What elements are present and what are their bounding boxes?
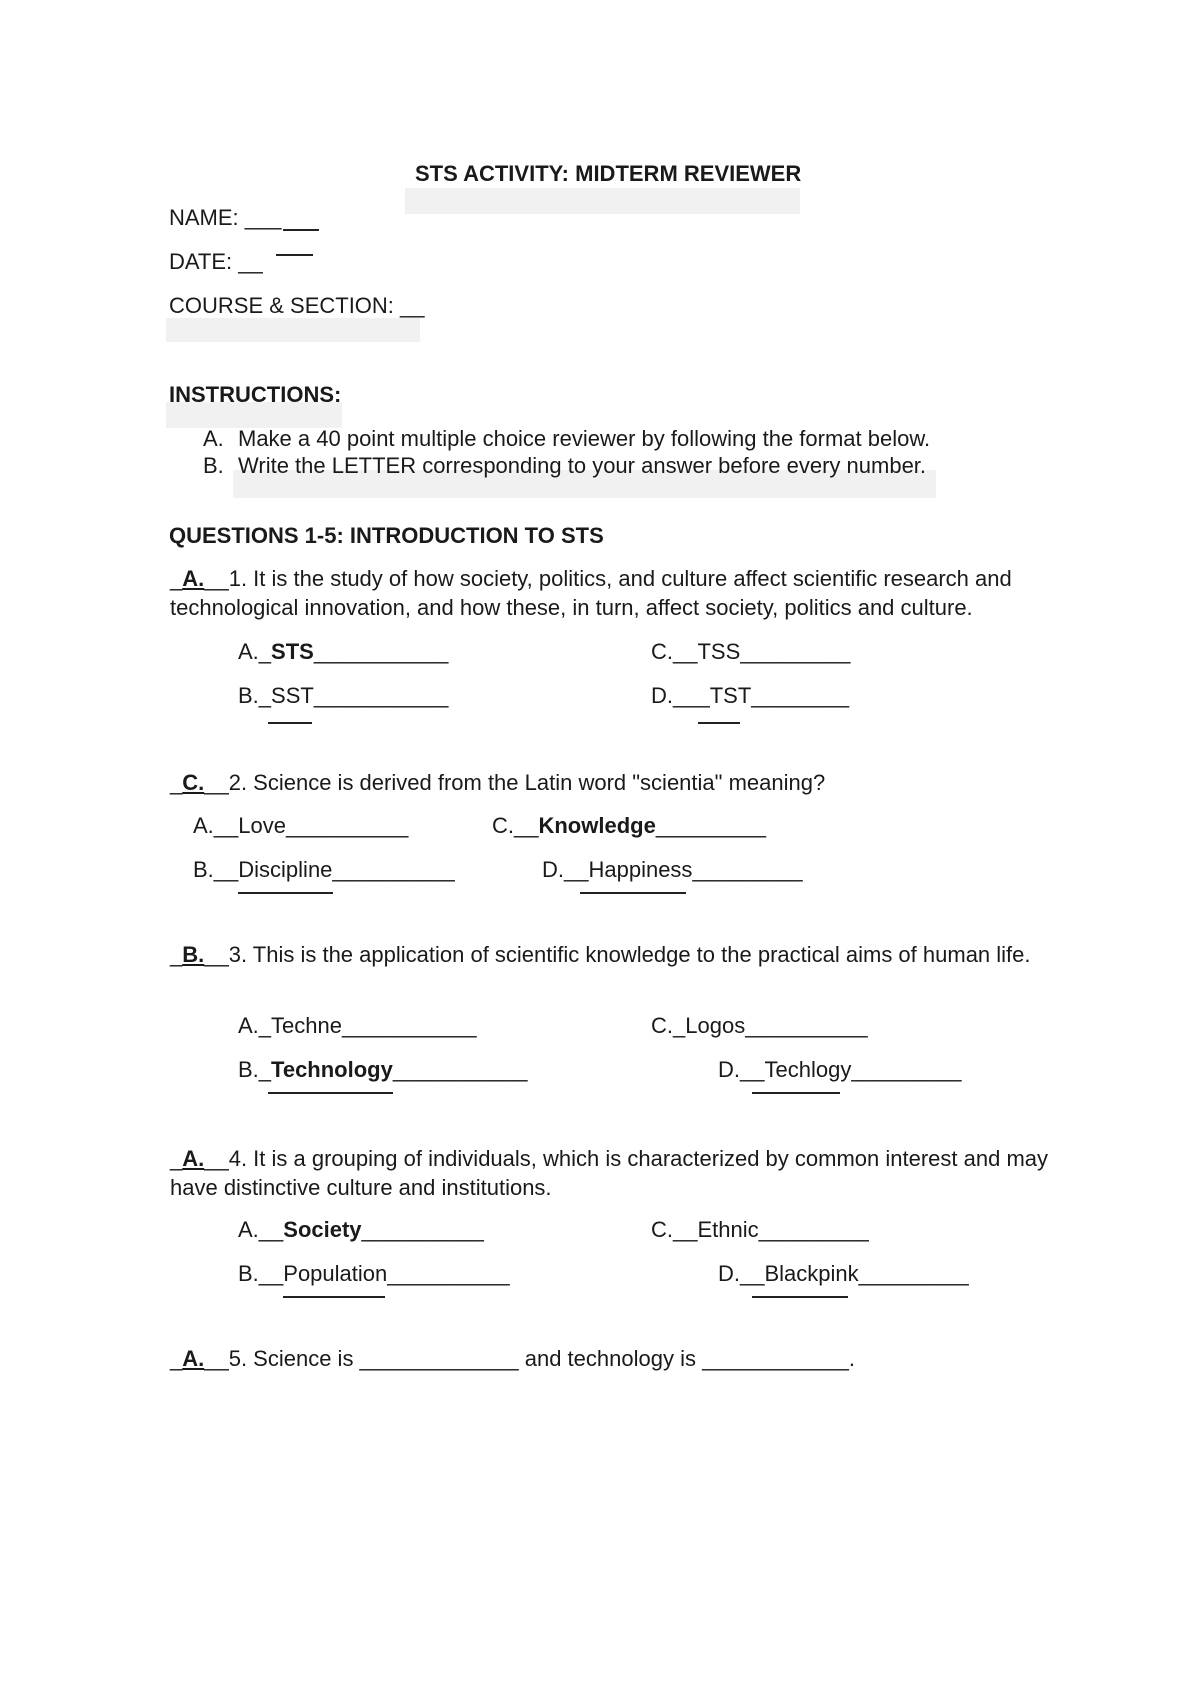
choice-letter: B._	[238, 683, 272, 708]
stray-underline	[698, 722, 740, 724]
choice-blank: ___________	[313, 639, 449, 664]
choice-text: Happiness	[588, 857, 693, 882]
stray-underline	[283, 1296, 385, 1298]
course-section-field[interactable]: COURSE & SECTION: __	[169, 293, 425, 318]
choice-text: Discipline	[238, 857, 333, 882]
question-text: __2. Science is derived from the Latin word "scientia" meaning?	[204, 770, 826, 795]
choice-letter: B.__	[193, 857, 239, 882]
question-text: __5. Science is _____________ and technology is ____________.	[204, 1346, 856, 1371]
instruction-marker: B.	[203, 453, 224, 478]
question-1	[170, 564, 1070, 622]
choice-letter: A._	[238, 639, 272, 664]
choice-blank: _________	[692, 857, 803, 882]
choice-blank: ___________	[392, 1057, 528, 1082]
instruction-text: Make a 40 point multiple choice reviewer by following the format below.	[238, 426, 931, 451]
choice-blank: __________	[285, 813, 409, 838]
question-2	[170, 768, 1070, 797]
question-text: __1. It is the study of how society, politics, and culture affect scientific research and technological innovation, and how these, in turn, affect society, politics and culture.	[170, 566, 1012, 620]
choice-text: Technology	[271, 1057, 393, 1082]
choice-blank: _________	[758, 1217, 869, 1242]
stray-underline	[238, 892, 333, 894]
name-underline	[283, 229, 319, 231]
choice-blank: _________	[851, 1057, 962, 1082]
choice-blank: __________	[332, 857, 455, 882]
choice-letter: A.__	[238, 1217, 284, 1242]
answer-prefix: _	[170, 1346, 183, 1371]
choice-text: Blackpink	[764, 1261, 859, 1286]
instruction-text: Write the LETTER corresponding to your answer before every number.	[238, 453, 927, 478]
choice-c[interactable]	[492, 812, 766, 840]
stray-underline	[580, 892, 686, 894]
choice-text: Ethnic	[697, 1217, 759, 1242]
question-5	[170, 1344, 1070, 1373]
choice-letter: D.__	[718, 1057, 765, 1082]
choice-text: STS	[271, 639, 314, 664]
choice-letter: D.__	[542, 857, 589, 882]
answer-prefix: _	[170, 1146, 183, 1171]
choice-blank: __________	[387, 1261, 510, 1286]
answer-prefix: _	[170, 566, 183, 591]
answer-prefix: _	[170, 770, 183, 795]
choice-b[interactable]	[238, 682, 448, 710]
choice-blank: _________	[655, 813, 766, 838]
choice-b[interactable]	[238, 1260, 510, 1288]
choice-a[interactable]	[238, 638, 448, 666]
page-title: STS ACTIVITY: MIDTERM REVIEWER	[415, 161, 802, 186]
question-3	[170, 940, 1070, 969]
choice-a[interactable]	[193, 812, 408, 840]
choice-c[interactable]	[651, 1216, 869, 1244]
choice-text: TSS	[697, 639, 741, 664]
date-underline	[276, 254, 313, 256]
choice-a[interactable]	[238, 1216, 484, 1244]
choice-blank: ___________	[341, 1013, 477, 1038]
highlight-block	[405, 188, 800, 214]
choice-b[interactable]	[238, 1056, 527, 1084]
stray-underline	[752, 1296, 848, 1298]
stray-underline	[268, 722, 312, 724]
choice-d[interactable]	[651, 682, 849, 710]
choice-text: Knowledge	[538, 813, 656, 838]
choice-letter: C.__	[492, 813, 539, 838]
choice-letter: D.__	[718, 1261, 765, 1286]
answer-letter[interactable]: C.	[182, 770, 205, 795]
choice-blank: __________	[745, 1013, 868, 1038]
answer-letter[interactable]: A.	[182, 1146, 205, 1171]
choice-text: Love	[238, 813, 286, 838]
choice-blank: _________	[858, 1261, 969, 1286]
choice-text: SST	[271, 683, 314, 708]
choice-text: TST	[709, 683, 752, 708]
choice-b[interactable]	[193, 856, 455, 884]
choice-c[interactable]	[651, 1012, 868, 1040]
stray-underline	[752, 1092, 840, 1094]
choice-letter: C.__	[651, 1217, 698, 1242]
instruction-marker: A.	[203, 426, 224, 451]
choice-letter: B._	[238, 1057, 272, 1082]
choice-c[interactable]	[651, 638, 850, 666]
choice-letter: D.___	[651, 683, 710, 708]
choice-text: Logos	[685, 1013, 746, 1038]
choice-blank: ___________	[313, 683, 449, 708]
choice-letter: A.__	[193, 813, 239, 838]
answer-letter[interactable]: A.	[182, 566, 205, 591]
answer-letter[interactable]: A.	[182, 1346, 205, 1371]
section-heading: QUESTIONS 1-5: INTRODUCTION TO STS	[169, 523, 604, 548]
choice-text: Society	[283, 1217, 362, 1242]
answer-prefix: _	[170, 942, 183, 967]
date-field[interactable]: DATE: __	[169, 249, 263, 274]
choice-a[interactable]	[238, 1012, 477, 1040]
choice-letter: C.__	[651, 639, 698, 664]
choice-blank: _________	[740, 639, 851, 664]
choice-letter: B.__	[238, 1261, 284, 1286]
choice-blank: __________	[361, 1217, 484, 1242]
answer-letter[interactable]: B.	[182, 942, 205, 967]
choice-text: Population	[283, 1261, 388, 1286]
choice-text: Techne	[271, 1013, 342, 1038]
instructions-heading: INSTRUCTIONS:	[169, 382, 342, 407]
choice-text: Techlogy	[764, 1057, 852, 1082]
choice-d[interactable]	[718, 1260, 969, 1288]
choice-letter: A._	[238, 1013, 272, 1038]
choice-blank: ________	[751, 683, 850, 708]
choice-d[interactable]	[542, 856, 803, 884]
choice-letter: C._	[651, 1013, 686, 1038]
question-4	[170, 1144, 1070, 1202]
highlight-block	[166, 318, 420, 342]
name-field[interactable]: NAME: ___	[169, 205, 282, 230]
question-text: __4. It is a grouping of individuals, which is characterized by common interest and may have distinctive culture and institutions.	[170, 1146, 1049, 1200]
stray-underline	[268, 1092, 393, 1094]
question-text: __3. This is the application of scientific knowledge to the practical aims of human life.	[204, 942, 1031, 967]
choice-d[interactable]	[718, 1056, 961, 1084]
